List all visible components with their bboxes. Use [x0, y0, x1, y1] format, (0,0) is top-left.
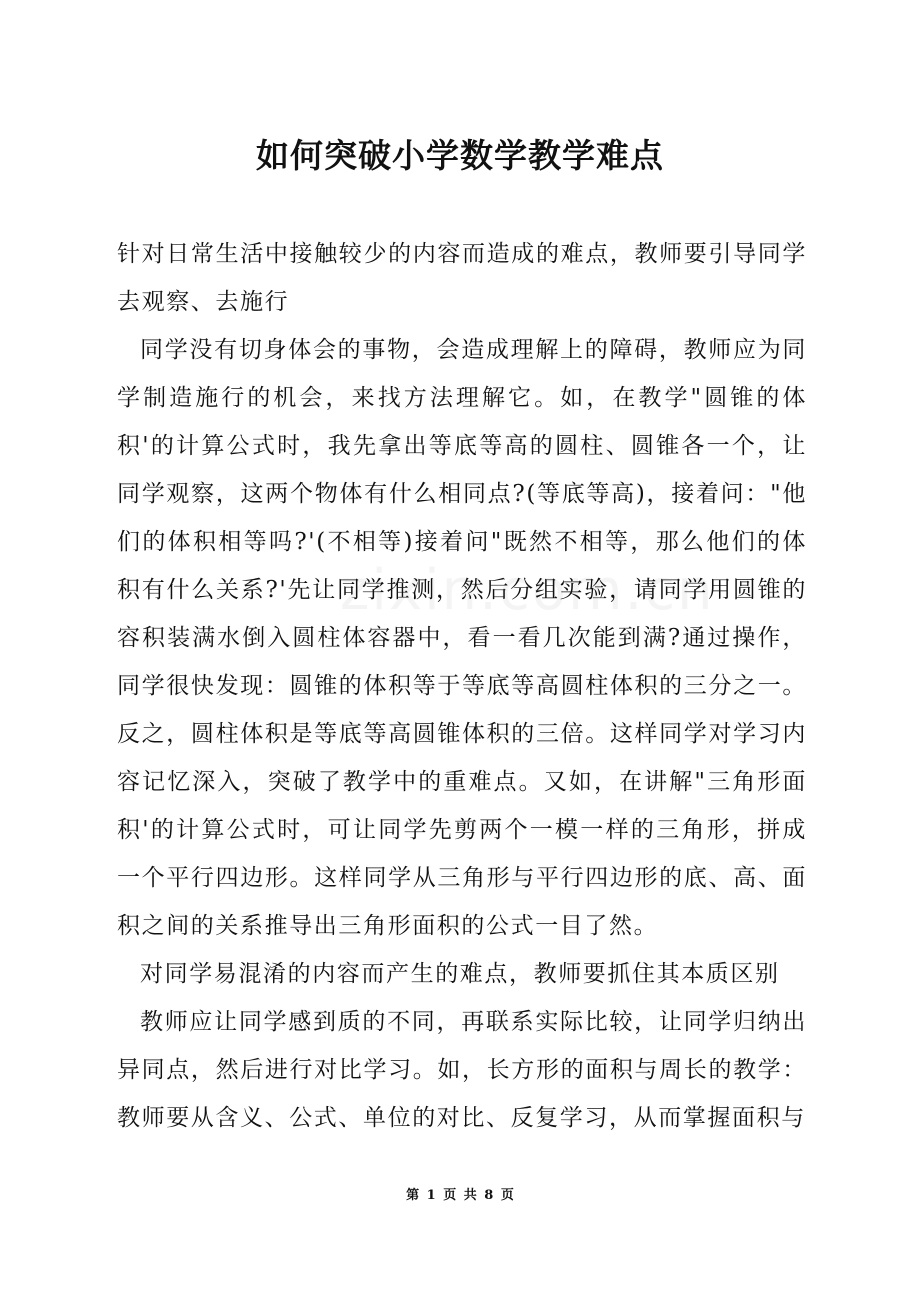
document-title: 如何突破小学数学教学难点 [256, 136, 664, 175]
document-body [117, 230, 807, 1142]
paragraph-heading-2: 对同学易混淆的内容而产生的难点，教师要抓住其本质区别 [140, 961, 780, 987]
paragraph-body-2: 教师应让同学感到质的不同，再联系实际比较，让同学归纳出异同点，然后进行对比学习。如，长方形的面积与周长的教学：教师要从含义、公式、单位的对比、反复学习，从而掌握面积与 [117, 1009, 807, 1131]
page-footer: 第 1 页 共 8 页 [406, 1188, 514, 1203]
paragraph-heading-1: 针对日常生活中接触较少的内容而造成的难点，教师要引导同学去观察、去施行 [117, 241, 807, 315]
paragraph-body-1: 同学没有切身体会的事物，会造成理解上的障碍，教师应为同学制造施行的机会，来找方法理解它。如，在教学"圆锥的体积'的计算公式时，我先拿出等底等高的圆柱、圆锥各一个，让同学观察，这两个物体有什么相同点?(等底等高)，接着问："他们的体积相等吗?'(不相等)接着问"既然不相等，那么他们的体积有什么关系?'先让同学推测，然后分组实验，请同学用圆锥的容积装满水倒入圆柱体容器中，看一看几次能到满?通过操作，同学很快发现：圆锥的体积等于等底等高圆柱体积的三分之一。反之，圆柱体积是等底等高圆锥体积的三倍。这样同学对学习内容记忆深入，突破了教学中的重难点。又如，在讲解"三角形面积'的计算公式时，可让同学先剪两个一模一样的三角形，拼成一个平行四边形。这样同学从三角形与平行四边形的底、高、面积之间的关系推导出三角形面积的公式一目了然。 [117, 337, 807, 939]
